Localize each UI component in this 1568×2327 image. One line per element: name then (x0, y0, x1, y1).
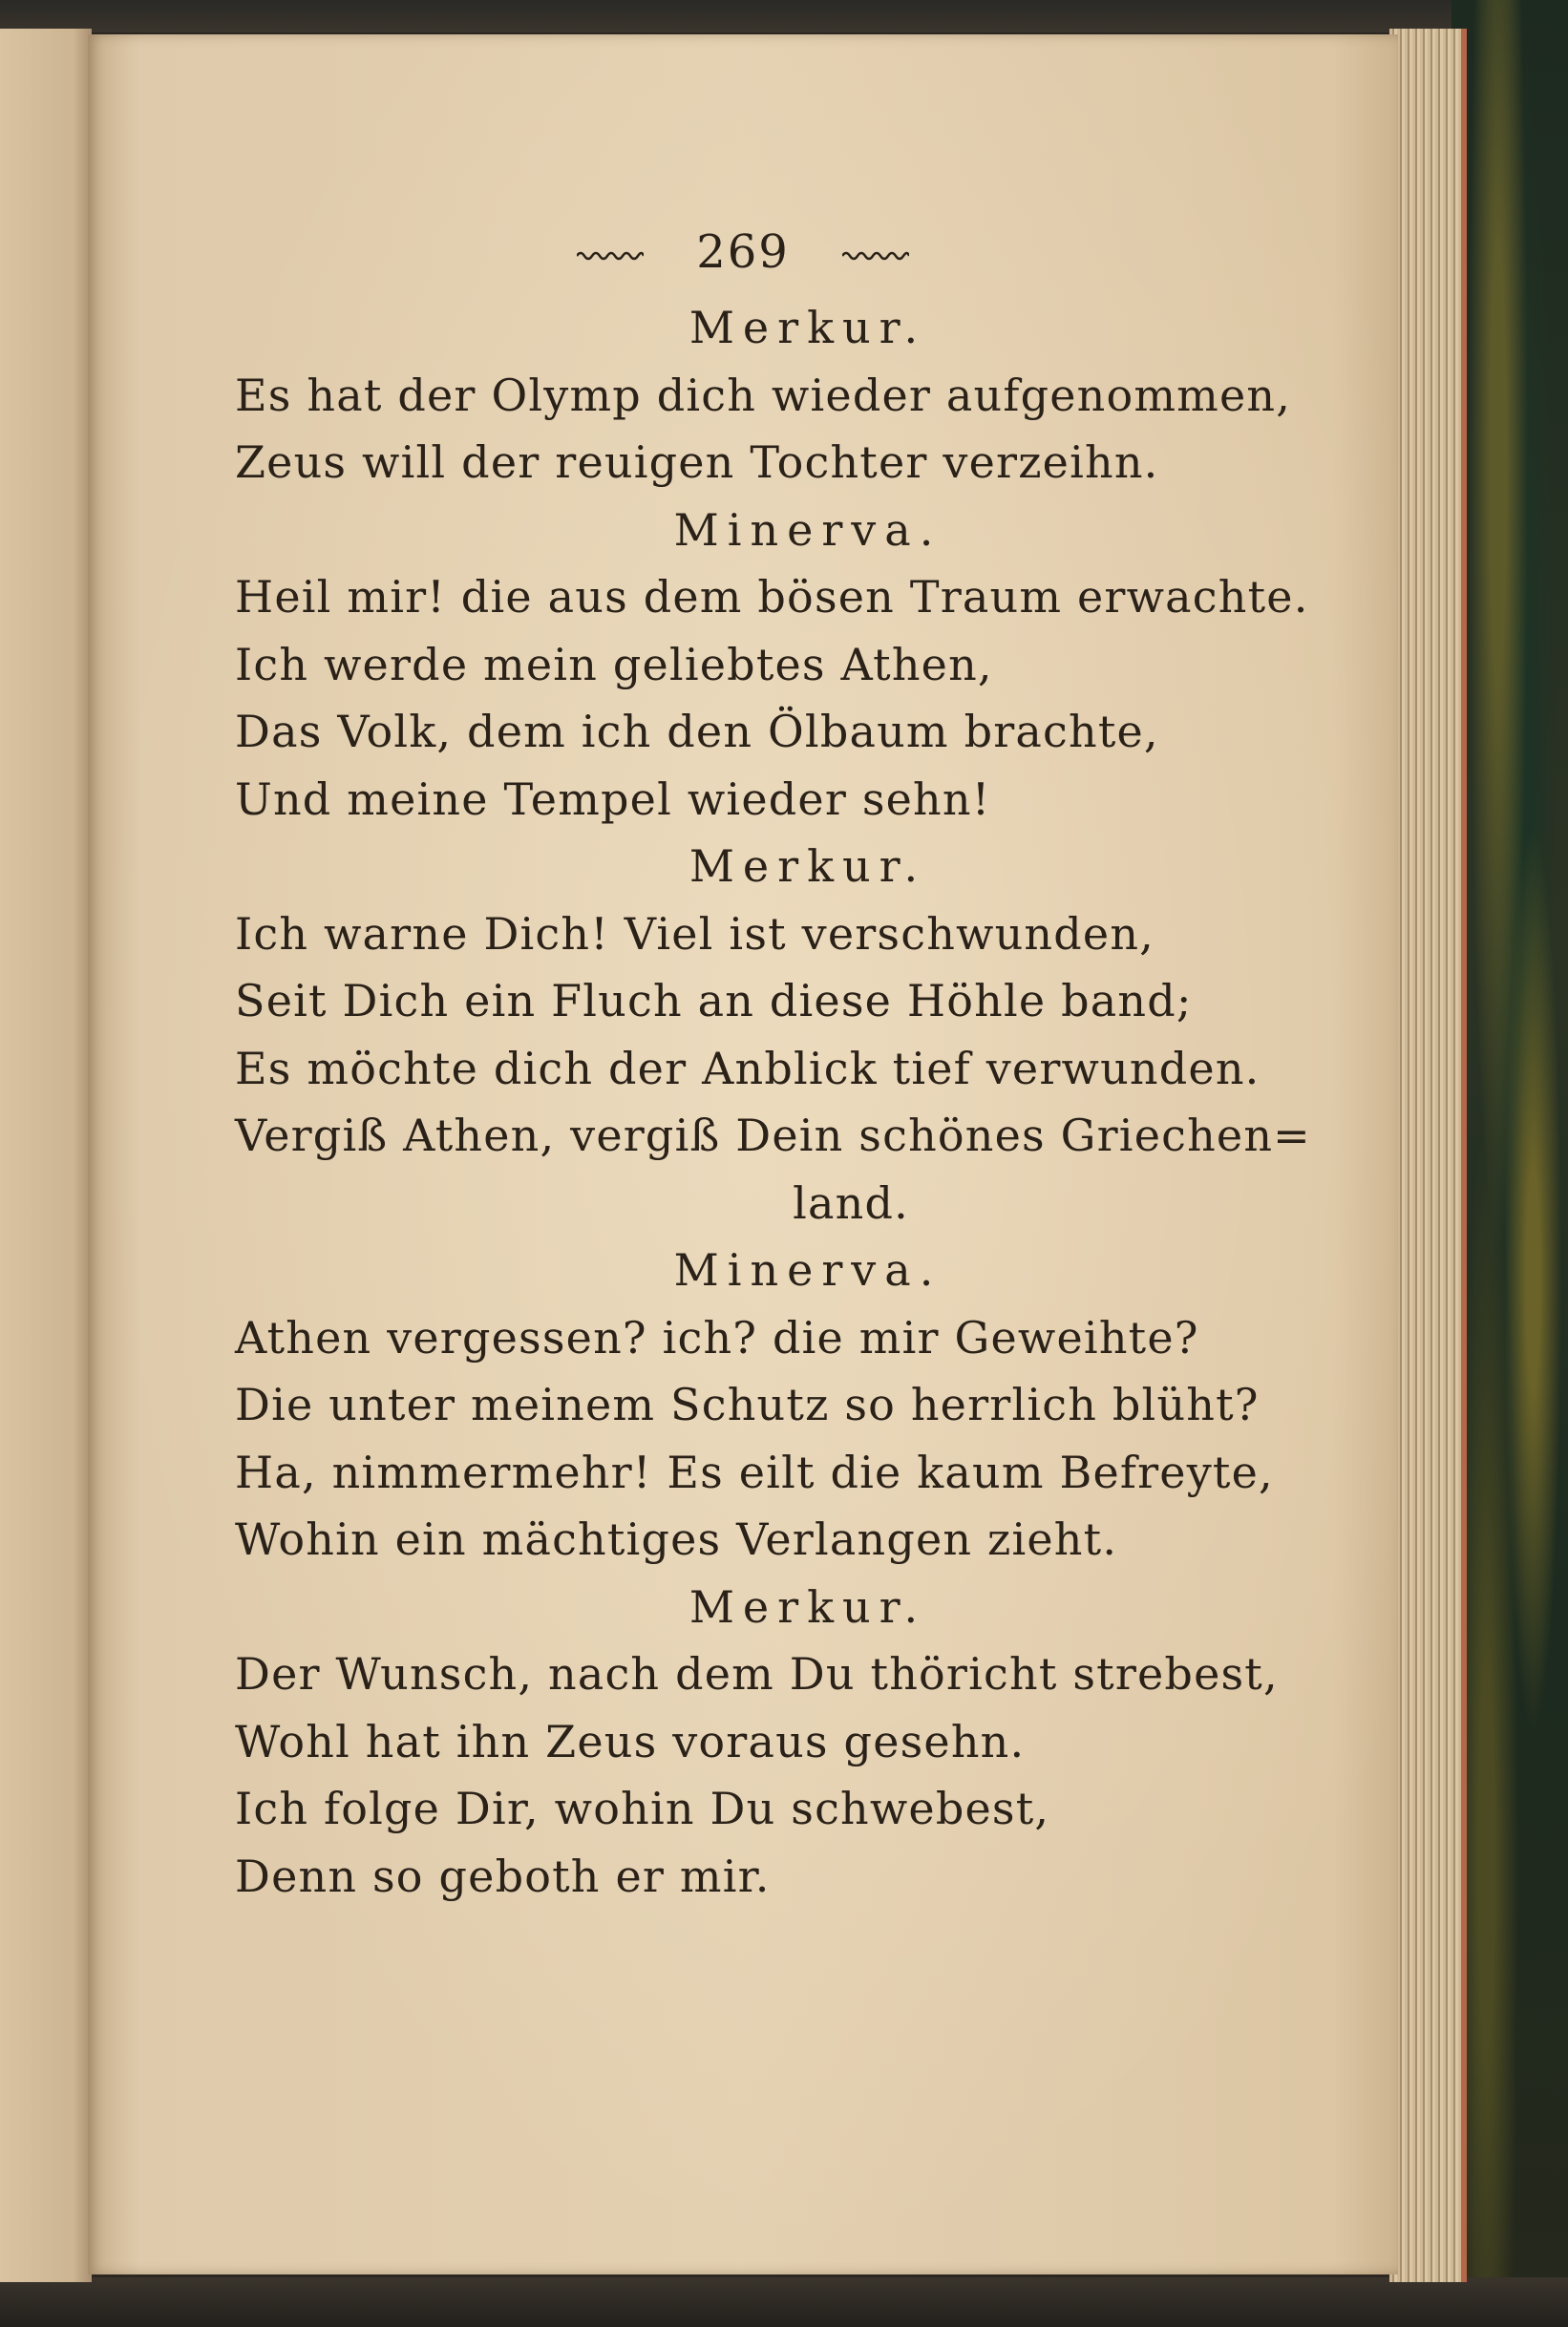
page-number: 269 (696, 225, 790, 279)
verse-line: Und meine Tempel wieder sehn! (235, 772, 991, 825)
speaker-name: Minerva. (673, 503, 943, 556)
verse-line: Denn so geboth er mir. (235, 1850, 771, 1902)
speaker-name: Merkur. (689, 1580, 927, 1633)
verse-line: Ich folge Dir, wohin Du schwebest, (235, 1783, 1050, 1834)
verse-line: Die unter meinem Schutz so herrlich blüht? (235, 1379, 1260, 1430)
verse-line: Seit Dich ein Fluch an diese Höhle band; (235, 975, 1193, 1026)
verse-line: Der Wunsch, nach dem Du thöricht strebest, (235, 1648, 1279, 1700)
right-ornament-icon (842, 249, 909, 263)
book-cover-top (0, 0, 1568, 32)
page-header (88, 225, 1398, 279)
verse-line: Ich werde mein geliebtes Athen, (235, 638, 993, 690)
speaker-name: Merkur. (689, 840, 927, 892)
verse-line: Heil mir! die aus dem bösen Traum erwachte. (235, 571, 1309, 623)
verse-line: Vergiß Athen, vergiß Dein schönes Griechen= (235, 1110, 1311, 1161)
verse-line: Wohl hat ihn Zeus voraus gesehn. (235, 1715, 1026, 1767)
page-edges (1389, 29, 1467, 2282)
verse-line: Zeus will der reuigen Tochter verzeihn. (235, 436, 1159, 488)
speaker-name: Merkur. (689, 302, 927, 353)
verse-line: Es möchte dich der Anblick tief verwunden. (235, 1042, 1261, 1094)
verse-line: Ha, nimmermehr! Es eilt die kaum Befreyte, (235, 1446, 1274, 1498)
verse-line: Ich warne Dich! Viel ist verschwunden, (235, 907, 1155, 960)
facing-page-edge (0, 29, 92, 2282)
speaker-name: Minerva. (673, 1244, 943, 1296)
verse-line: Das Volk, dem ich den Ölbaum brachte, (235, 706, 1159, 757)
verse-line: Athen vergessen? ich? die mir Geweihte? (235, 1311, 1199, 1364)
book-cover-bottom (0, 2277, 1568, 2327)
marbled-cover (1451, 0, 1568, 2327)
book-page (88, 34, 1398, 2274)
verse-line: land. (793, 1176, 909, 1229)
left-ornament-icon (577, 249, 644, 263)
verse-line: Es hat der Olymp dich wieder aufgenommen, (235, 369, 1292, 421)
verse-text (235, 294, 1343, 1910)
verse-line: Wohin ein mächtiges Verlangen zieht. (235, 1513, 1118, 1565)
